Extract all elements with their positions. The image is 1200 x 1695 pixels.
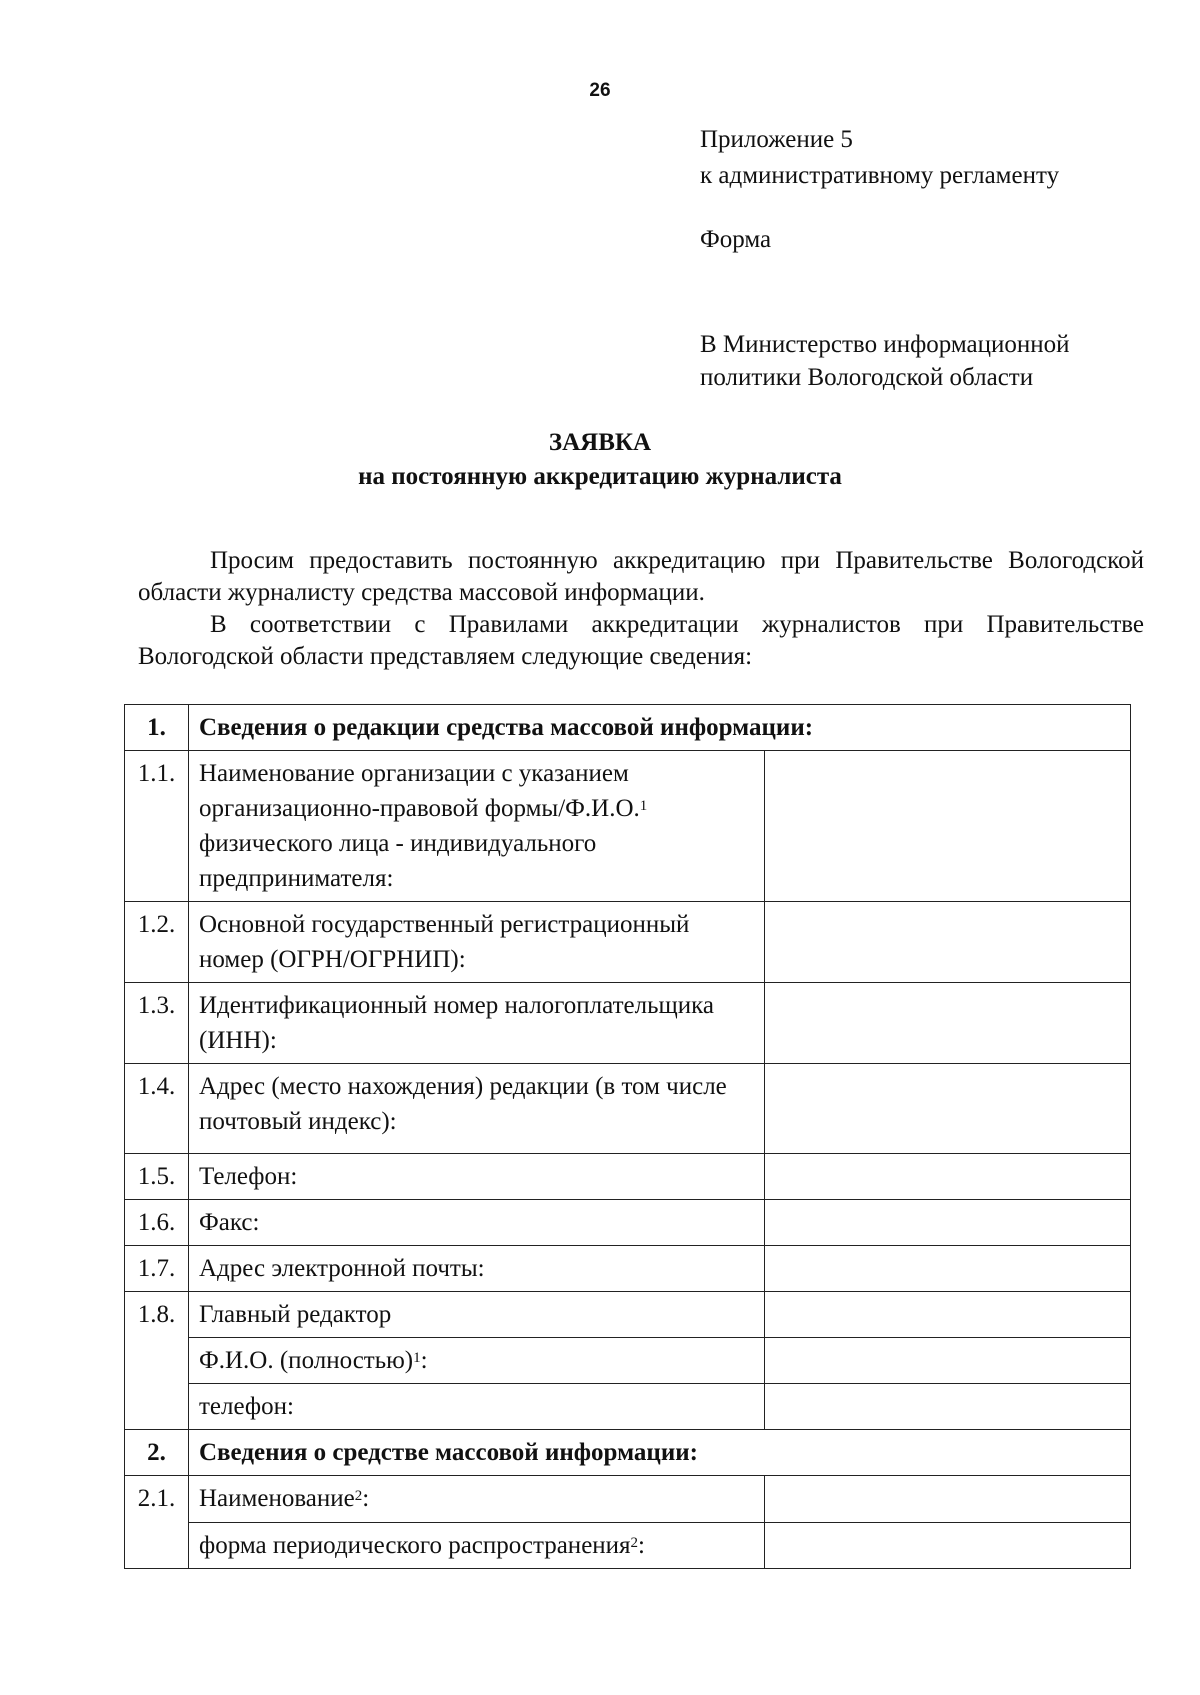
section-heading: Сведения о средстве массовой информации: bbox=[189, 1430, 1131, 1476]
table-row bbox=[125, 1064, 1131, 1154]
field-value-editor-name[interactable] bbox=[765, 1338, 1131, 1384]
field-value-address[interactable] bbox=[765, 1064, 1131, 1154]
field-value-periodicity[interactable] bbox=[765, 1523, 1131, 1569]
appendix-reference: к административному регламенту bbox=[700, 162, 1060, 189]
row-number: 1.5. bbox=[125, 1154, 189, 1200]
title-main: ЗАЯВКА bbox=[548, 429, 652, 456]
field-label: Телефон: bbox=[189, 1154, 765, 1200]
field-value-fax[interactable] bbox=[765, 1200, 1131, 1246]
paragraph-request: Просим предоставить постоянную аккредитацию при Правительстве Вологодской области журналисту средства массовой информации. bbox=[138, 547, 1144, 606]
field-value-phone[interactable] bbox=[765, 1154, 1131, 1200]
field-value-ogrn[interactable] bbox=[765, 902, 1131, 983]
row-number: 1.7. bbox=[125, 1246, 189, 1292]
table-row bbox=[125, 1430, 1131, 1476]
field-label: форма периодического распространения$^2$: bbox=[189, 1523, 765, 1569]
table-row bbox=[125, 1384, 1131, 1430]
table-row bbox=[125, 1338, 1131, 1384]
page-number: 26 bbox=[589, 80, 611, 101]
field-label: Идентификационный номер налогоплательщика (ИНН): bbox=[189, 983, 765, 1064]
title-subtitle: на постоянную аккредитацию журналиста bbox=[358, 463, 842, 490]
appendix-block bbox=[700, 122, 1059, 258]
table-row bbox=[125, 1476, 1131, 1523]
field-label: Адрес электронной почты: bbox=[189, 1246, 765, 1292]
field-label: Основной государственный регистрационный номер (ОГРН/ОГРНИП): bbox=[189, 902, 765, 983]
row-number: 2. bbox=[125, 1430, 189, 1476]
field-label: телефон: bbox=[189, 1384, 765, 1430]
field-label: Главный редактор bbox=[189, 1292, 765, 1338]
row-number: 1. bbox=[125, 705, 189, 751]
field-value-editor[interactable] bbox=[765, 1292, 1131, 1338]
field-label: Наименование$^2$: bbox=[189, 1476, 765, 1523]
field-value-media-name[interactable] bbox=[765, 1476, 1131, 1523]
addressee-line-1: В Министерство информационной bbox=[700, 331, 1070, 358]
field-value-inn[interactable] bbox=[765, 983, 1131, 1064]
addressee-block bbox=[700, 328, 1070, 394]
table-row bbox=[125, 1246, 1131, 1292]
request-text bbox=[138, 545, 1144, 673]
field-value-editor-phone[interactable] bbox=[765, 1384, 1131, 1430]
row-number: 1.3. bbox=[125, 983, 189, 1064]
row-number: 2.1. bbox=[125, 1476, 189, 1569]
table-row bbox=[125, 1154, 1131, 1200]
addressee-line-2: политики Вологодской области bbox=[700, 364, 1034, 391]
appendix-title: Приложение 5 bbox=[700, 126, 853, 153]
accreditation-form-table bbox=[124, 704, 1131, 1569]
row-number: 1.8. bbox=[125, 1292, 189, 1430]
field-label: Наименование организации с указанием организационно-правовой формы/Ф.И.О.$^1$ физического лица - индивидуального предпринимателя: bbox=[189, 751, 765, 902]
table-row bbox=[125, 983, 1131, 1064]
field-value-email[interactable] bbox=[765, 1246, 1131, 1292]
row-number: 1.4. bbox=[125, 1064, 189, 1154]
row-number: 1.2. bbox=[125, 902, 189, 983]
table-row bbox=[125, 751, 1131, 902]
field-value-organization-name[interactable] bbox=[765, 751, 1131, 902]
table-row bbox=[125, 902, 1131, 983]
row-number: 1.6. bbox=[125, 1200, 189, 1246]
paragraph-information: В соответствии с Правилами аккредитации журналистов при Правительстве Вологодской области представляем следующие сведения: bbox=[138, 611, 1144, 670]
form-label: Форма bbox=[700, 226, 772, 253]
table-row bbox=[125, 705, 1131, 751]
row-number: 1.1. bbox=[125, 751, 189, 902]
table-row bbox=[125, 1200, 1131, 1246]
table-row bbox=[125, 1523, 1131, 1569]
field-label: Адрес (место нахождения) редакции (в том числе почтовый индекс): bbox=[189, 1064, 765, 1154]
document-title bbox=[0, 426, 1200, 494]
section-heading: Сведения о редакции средства массовой информации: bbox=[189, 705, 1131, 751]
field-label: Ф.И.О. (полностью)$^1$: bbox=[189, 1338, 765, 1384]
table-row bbox=[125, 1292, 1131, 1338]
field-label: Факс: bbox=[189, 1200, 765, 1246]
